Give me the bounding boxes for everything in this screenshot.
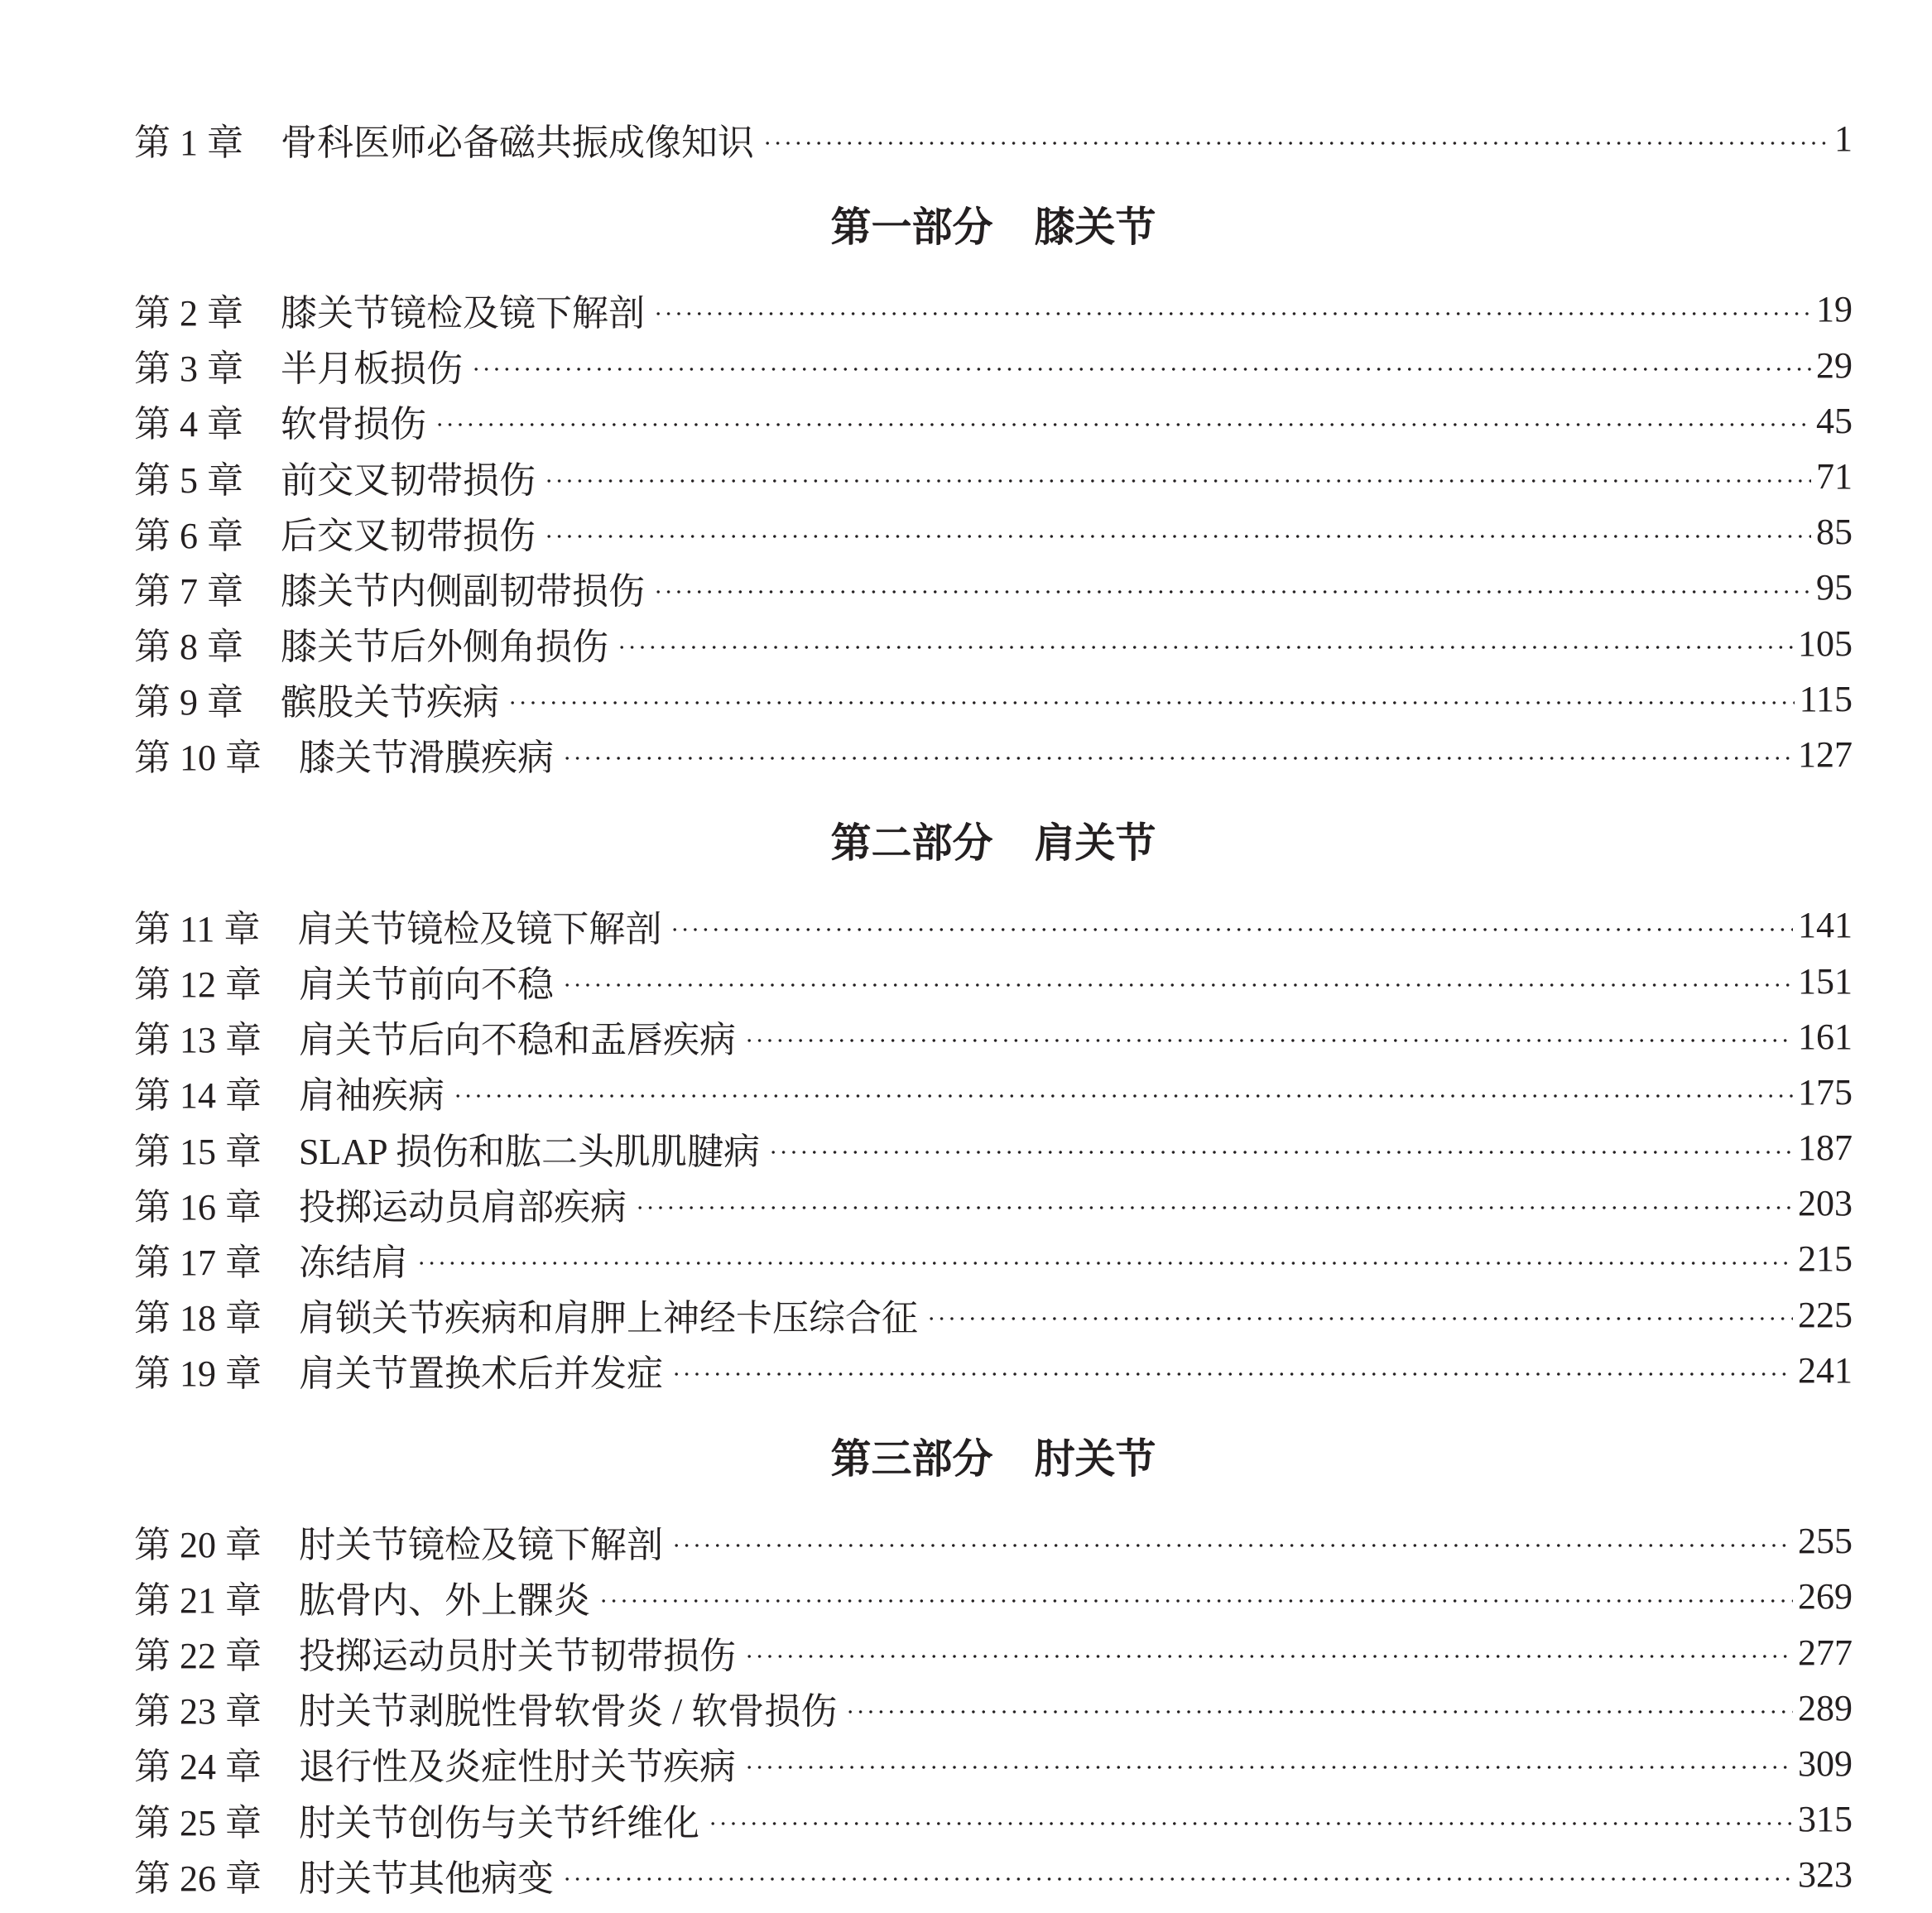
page-number: 29	[1816, 344, 1853, 386]
dot-leader	[768, 1149, 1793, 1156]
chapter-title: 肱骨内、外上髁炎	[299, 1579, 590, 1621]
part-label: 第二部分	[830, 820, 993, 868]
page-number: 187	[1798, 1127, 1853, 1169]
dot-leader	[598, 1598, 1793, 1604]
page-number: 215	[1798, 1238, 1853, 1280]
toc-entry	[134, 1736, 1853, 1791]
dot-leader	[653, 310, 1811, 317]
page-number: 289	[1798, 1687, 1853, 1728]
toc-entry	[134, 1231, 1853, 1286]
chapter-label: 第 24 章	[134, 1747, 262, 1788]
page-number: 161	[1798, 1016, 1853, 1057]
toc-entry	[134, 560, 1853, 615]
dot-leader	[435, 421, 1811, 428]
dot-leader	[744, 1653, 1793, 1660]
chapter-label: 第 25 章	[134, 1802, 262, 1843]
chapter-label: 第 22 章	[134, 1636, 262, 1677]
toc-entry	[134, 111, 1853, 166]
part-title: 肩关节	[1034, 820, 1156, 868]
page-number: 141	[1798, 905, 1853, 946]
chapter-label: 第 1 章	[134, 122, 243, 163]
page-number: 269	[1798, 1576, 1853, 1617]
chapter-label: 第 8 章	[134, 627, 243, 668]
chapter-title: 膝关节镜检及镜下解剖	[281, 292, 645, 334]
page-number: 241	[1798, 1349, 1853, 1391]
chapter-title: 投掷运动员肩部疾病	[299, 1186, 627, 1228]
page-number: 105	[1798, 622, 1853, 664]
chapter-label: 第 21 章	[134, 1579, 262, 1621]
dot-leader	[562, 755, 1793, 762]
part-label: 第三部分	[830, 1435, 993, 1483]
chapter-label: 第 23 章	[134, 1691, 262, 1733]
chapter-label: 第 14 章	[134, 1075, 262, 1117]
dot-leader	[416, 1260, 1793, 1267]
page-number: 1	[1834, 118, 1853, 160]
page-number: 203	[1798, 1183, 1853, 1224]
chapter-title: 半月板损伤	[281, 348, 463, 390]
chapter-label: 第 11 章	[134, 908, 261, 949]
toc-entry	[134, 1791, 1853, 1847]
page-number: 175	[1798, 1071, 1853, 1113]
part-heading	[134, 199, 1853, 255]
toc-entry	[134, 1680, 1853, 1736]
chapter-label: 第 17 章	[134, 1242, 262, 1283]
page-number: 127	[1798, 733, 1853, 775]
chapter-title: 软骨损伤	[281, 404, 426, 445]
page-number: 45	[1816, 400, 1853, 441]
page-number: 85	[1816, 512, 1853, 553]
chapter-label: 第 20 章	[134, 1524, 262, 1565]
chapter-label: 第 3 章	[134, 348, 243, 390]
chapter-label: 第 15 章	[134, 1131, 262, 1172]
chapter-title: 肩关节置换术后并发症	[299, 1353, 663, 1395]
chapter-title: 肘关节创伤与关节纤维化	[299, 1802, 699, 1843]
dot-leader	[453, 1093, 1793, 1099]
chapter-title: 退行性及炎症性肘关节疾病	[299, 1747, 736, 1788]
dot-leader	[544, 533, 1811, 540]
chapter-label: 第 12 章	[134, 964, 262, 1006]
page-number: 95	[1816, 567, 1853, 608]
dot-leader	[744, 1037, 1793, 1044]
chapter-label: 第 26 章	[134, 1858, 262, 1899]
page-number: 309	[1798, 1742, 1853, 1784]
chapter-title: 肘关节剥脱性骨软骨炎 / 软骨损伤	[299, 1691, 838, 1733]
page-number: 323	[1798, 1854, 1853, 1896]
toc-entry	[134, 1569, 1853, 1624]
dot-leader	[926, 1315, 1793, 1322]
chapter-title: SLAP 损伤和肱二头肌肌腱病	[299, 1131, 760, 1172]
dot-leader	[845, 1709, 1793, 1715]
toc-entry	[134, 338, 1853, 393]
chapter-title: 肘关节其他病变	[299, 1858, 554, 1899]
toc-entry	[134, 393, 1853, 449]
toc-entry	[134, 671, 1853, 727]
page-number: 277	[1798, 1632, 1853, 1673]
part-title: 肘关节	[1034, 1435, 1156, 1483]
chapter-title: 髌股关节疾病	[281, 682, 499, 723]
dot-leader	[762, 140, 1829, 147]
dot-leader	[544, 478, 1811, 484]
chapter-label: 第 7 章	[134, 570, 243, 612]
toc-entry	[134, 281, 1853, 337]
dot-leader	[562, 1876, 1793, 1882]
chapter-title: 膝关节后外侧角损伤	[281, 627, 608, 668]
chapter-label: 第 2 章	[134, 292, 243, 334]
dot-leader	[507, 699, 1795, 706]
part-label: 第一部分	[830, 204, 993, 252]
toc-entry	[134, 1065, 1853, 1120]
dot-leader	[562, 982, 1793, 988]
dot-leader	[471, 366, 1811, 373]
table-of-contents	[134, 111, 1853, 1902]
toc-entry	[134, 449, 1853, 504]
chapter-title: 肩锁关节疾病和肩胛上神经卡压综合征	[299, 1298, 918, 1339]
chapter-label: 第 13 章	[134, 1020, 262, 1061]
chapter-title: 膝关节内侧副韧带损伤	[281, 570, 645, 612]
toc-entry	[134, 616, 1853, 671]
chapter-title: 肩关节镜检及镜下解剖	[297, 908, 662, 949]
chapter-label: 第 4 章	[134, 404, 243, 445]
chapter-label: 第 5 章	[134, 459, 243, 501]
dot-leader	[635, 1204, 1793, 1211]
dot-leader	[744, 1764, 1793, 1771]
toc-entry	[134, 1287, 1853, 1343]
chapter-title: 肩袖疾病	[299, 1075, 445, 1117]
page-number: 71	[1816, 456, 1853, 497]
toc-entry	[134, 897, 1853, 953]
chapter-label: 第 10 章	[134, 738, 262, 779]
page-number: 315	[1798, 1799, 1853, 1840]
dot-leader	[670, 926, 1793, 933]
chapter-title: 骨科医师必备磁共振成像知识	[281, 122, 754, 163]
page-number: 225	[1798, 1294, 1853, 1335]
dot-leader	[653, 589, 1811, 595]
part-heading	[134, 1431, 1853, 1487]
chapter-title: 冻结肩	[299, 1242, 408, 1283]
toc-entry	[134, 1175, 1853, 1231]
toc-entry	[134, 727, 1853, 782]
chapter-title: 肩关节前向不稳	[299, 964, 554, 1006]
toc-entry	[134, 1009, 1853, 1065]
part-heading	[134, 815, 1853, 871]
toc-entry	[134, 1625, 1853, 1680]
page-number: 19	[1816, 289, 1853, 330]
chapter-label: 第 19 章	[134, 1353, 262, 1395]
part-title: 膝关节	[1034, 204, 1156, 252]
toc-entry	[134, 1343, 1853, 1398]
toc-entry	[134, 1847, 1853, 1902]
dot-leader	[671, 1371, 1793, 1377]
chapter-label: 第 18 章	[134, 1298, 262, 1339]
chapter-title: 后交叉韧带损伤	[281, 515, 536, 556]
dot-leader	[617, 644, 1793, 651]
chapter-title: 投掷运动员肘关节韧带损伤	[299, 1636, 736, 1677]
chapter-label: 第 9 章	[134, 682, 243, 723]
chapter-title: 前交叉韧带损伤	[281, 459, 536, 501]
page-number: 255	[1798, 1521, 1853, 1562]
chapter-label: 第 6 章	[134, 515, 243, 556]
chapter-title: 膝关节滑膜疾病	[299, 738, 554, 779]
toc-entry	[134, 1120, 1853, 1175]
dot-leader	[671, 1542, 1793, 1549]
chapter-label: 第 16 章	[134, 1186, 262, 1228]
page-number: 151	[1798, 960, 1853, 1002]
chapter-title: 肩关节后向不稳和盂唇疾病	[299, 1020, 736, 1061]
page-number: 115	[1799, 678, 1853, 719]
chapter-title: 肘关节镜检及镜下解剖	[299, 1524, 663, 1565]
toc-entry	[134, 1513, 1853, 1569]
toc-entry	[134, 953, 1853, 1008]
dot-leader	[708, 1820, 1793, 1827]
toc-entry	[134, 504, 1853, 560]
